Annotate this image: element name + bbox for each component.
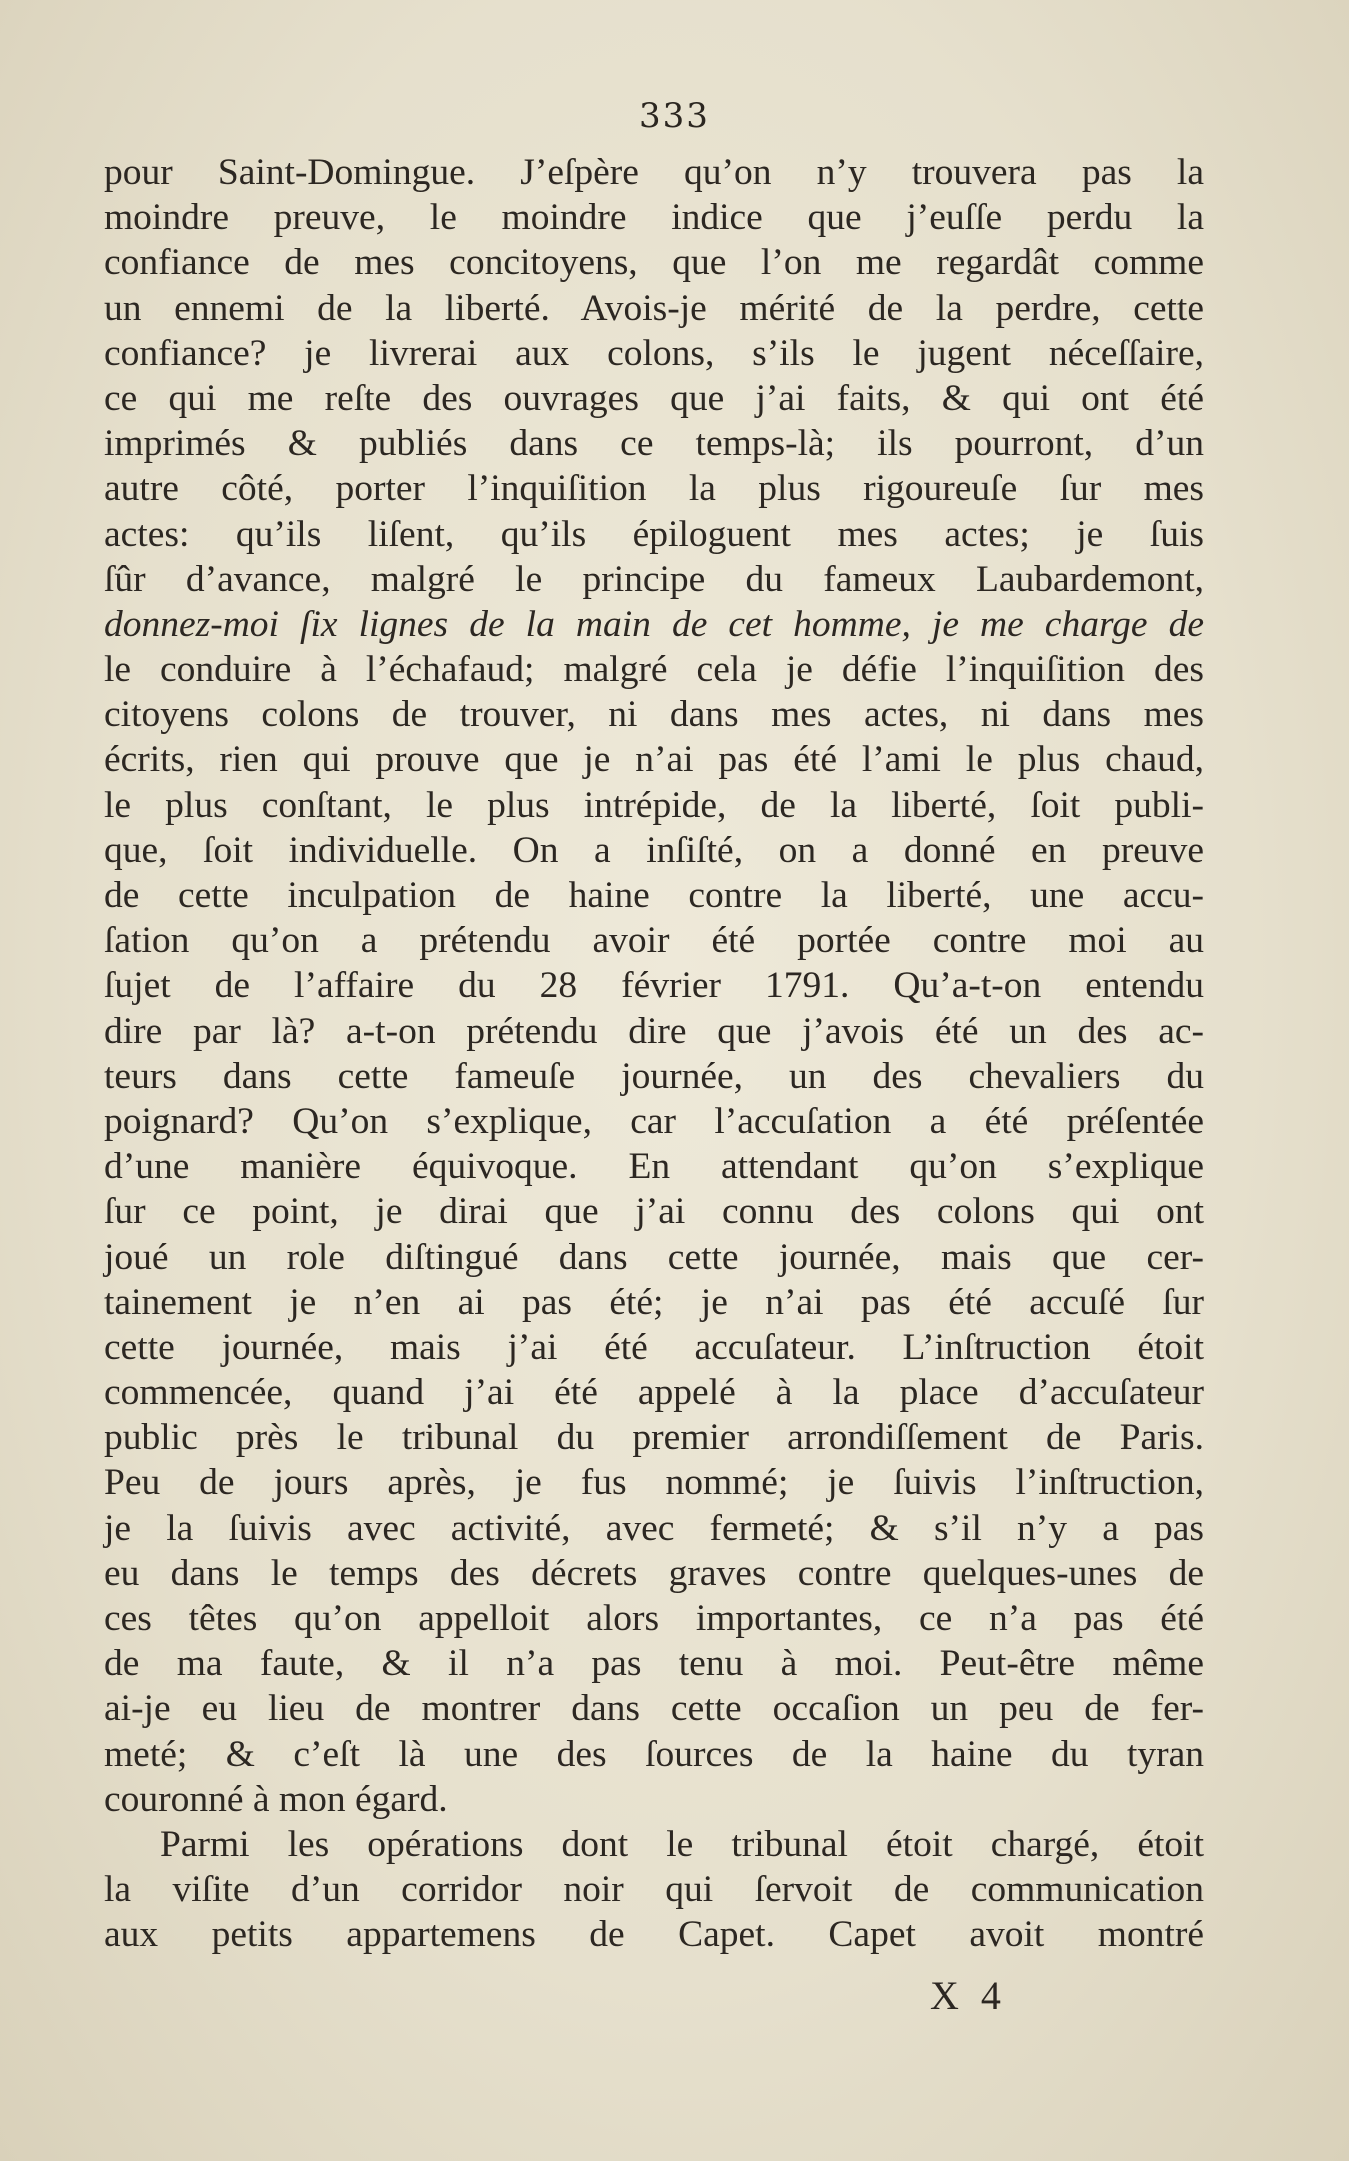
text-line: tainement je n’en ai pas été; je n’ai pas été accuſé ſur (104, 1281, 1204, 1323)
text-line: poignard? Qu’on s’explique, car l’accuſation a été préſentée (104, 1100, 1204, 1142)
text-line: je la ſuivis avec activité, avec fermeté; & s’il n’y a pas (104, 1507, 1204, 1549)
text-line: confiance? je livrerai aux colons, s’ils le jugent néceſſaire, (104, 332, 1204, 374)
text-line: citoyens colons de trouver, ni dans mes actes, ni dans mes (104, 694, 1204, 736)
page-number: 333 (639, 96, 710, 136)
text-line: aux petits appartemens de Capet. Capet avoit montré (104, 1914, 1204, 1956)
text-line: meté; & c’eſt là une des ſources de la haine du tyran (104, 1733, 1204, 1775)
text-line: Peu de jours après, je fus nommé; je ſuivis l’inſtruction, (104, 1462, 1204, 1504)
text-line: ſujet de l’affaire du 28 février 1791. Qu’a-t-on entendu (104, 965, 1204, 1007)
text-line: ce qui me reſte des ouvrages que j’ai faits, & qui ont été (104, 377, 1204, 419)
text-line: dire par là? a-t-on prétendu dire que j’avois été un des ac- (104, 1010, 1204, 1052)
text-line: joué un role diſtingué dans cette journée, mais que cer- (104, 1236, 1204, 1278)
text-line: un ennemi de la liberté. Avois-je mérité de la perdre, cette (104, 287, 1204, 329)
text-line: ai-je eu lieu de montrer dans cette occaſion un peu de fer- (104, 1688, 1204, 1730)
text-line: le plus conſtant, le plus intrépide, de la liberté, ſoit publi- (104, 784, 1204, 826)
text-line: ces têtes qu’on appelloit alors importantes, ce n’a pas été (104, 1598, 1204, 1639)
paragraph-end-line: couronné à mon égard. (104, 1778, 448, 1820)
text-line: commencée, quand j’ai été appelé à la place d’accuſateur (104, 1372, 1204, 1414)
italic-quote-line: donnez-moi ſix lignes de la main de cet homme, je me charge de (104, 603, 1204, 645)
paragraph-start-line: Parmi les opérations dont le tribunal étoit chargé, étoit (160, 1823, 1204, 1865)
text-line: la viſite d’un corridor noir qui ſervoit de communication (104, 1869, 1204, 1911)
text-line: écrits, rien qui prouve que je n’ai pas été l’ami le plus chaud, (104, 739, 1204, 781)
signature-mark: X 4 (930, 1973, 1007, 2018)
text-line: d’une manière équivoque. En attendant qu’on s’explique (104, 1146, 1204, 1188)
text-line: de ma faute, & il n’a pas tenu à moi. Peut-être même (104, 1643, 1204, 1685)
text-line: autre côté, porter l’inquiſition la plus rigoureuſe ſur mes (104, 468, 1204, 510)
page-body-text (104, 150, 1204, 1958)
text-line: confiance de mes concitoyens, que l’on me regardât comme (104, 242, 1204, 284)
text-line: moindre preuve, le moindre indice que j’euſſe perdu la (104, 197, 1204, 239)
text-line: ſation qu’on a prétendu avoir été portée contre moi au (104, 920, 1204, 962)
text-line: ſur ce point, je dirai que j’ai connu des colons qui ont (104, 1191, 1204, 1233)
text-line: pour Saint-Domingue. J’eſpère qu’on n’y trouvera pas la (104, 152, 1204, 193)
text-line: que, ſoit individuelle. On a inſiſté, on a donné en preuve (104, 829, 1204, 871)
text-line: cette journée, mais j’ai été accuſateur. L’inſtruction étoit (104, 1326, 1204, 1368)
text-line: public près le tribunal du premier arrondiſſement de Paris. (104, 1417, 1204, 1459)
text-line-mixed-italic: le conduire à l’échafaud; malgré cela je défie l’inquiſition des (104, 649, 1204, 691)
text-line: teurs dans cette fameuſe journée, un des chevaliers du (104, 1055, 1204, 1097)
text-line: imprimés & publiés dans ce temps-là; ils pourront, d’un (104, 423, 1204, 465)
text-line: de cette inculpation de haine contre la liberté, une accu- (104, 875, 1204, 916)
text-line: eu dans le temps des décrets graves contre quelques-unes de (104, 1552, 1204, 1594)
text-line: ſûr d’avance, malgré le principe du fameux Laubardemont, (104, 558, 1204, 600)
text-line: actes: qu’ils liſent, qu’ils épiloguent mes actes; je ſuis (104, 513, 1204, 555)
